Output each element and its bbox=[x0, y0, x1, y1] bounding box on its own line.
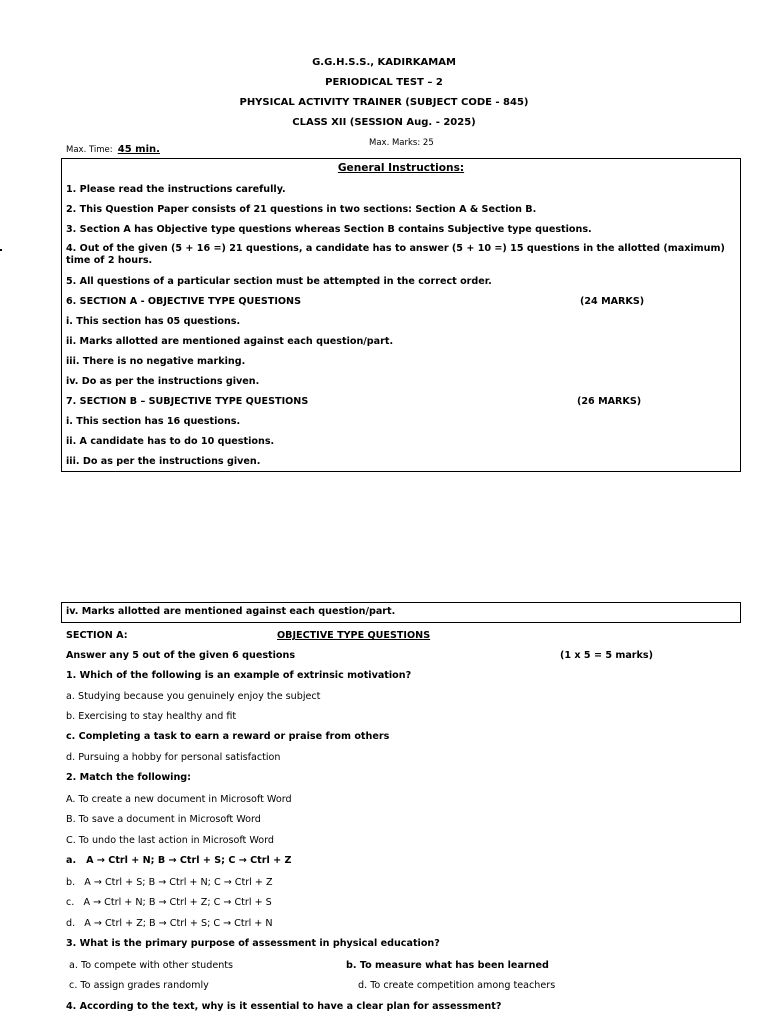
instructions-title: General Instructions: bbox=[337, 162, 465, 174]
instruction-line-2: 2. This Question Paper consists of 21 questions in two sections: Section A & Section B. bbox=[66, 204, 537, 215]
max-time-label: Max. Time: bbox=[66, 145, 113, 155]
q2-option-c: c. A → Ctrl + N; B → Ctrl + Z; C → Ctrl + S bbox=[66, 897, 272, 908]
section-a-item-2: ii. Marks allotted are mentioned against each question/part. bbox=[66, 336, 394, 347]
subject-title: PHYSICAL ACTIVITY TRAINER (SUBJECT CODE - 845) bbox=[239, 97, 529, 108]
question-3: 3. What is the primary purpose of assessment in physical education? bbox=[66, 938, 440, 949]
question-1: 1. Which of the following is an example of extrinsic motivation? bbox=[66, 670, 412, 681]
school-name: G.G.H.S.S., KADIRKAMAM bbox=[312, 57, 456, 68]
section-b-heading: 7. SECTION B – SUBJECTIVE TYPE QUESTIONS bbox=[66, 396, 309, 407]
q1-option-c: c. Completing a task to earn a reward or praise from others bbox=[66, 731, 390, 742]
section-b-item-2: ii. A candidate has to do 10 questions. bbox=[66, 436, 275, 447]
section-a-item-1: i. This section has 05 questions. bbox=[66, 316, 241, 327]
section-a-marks: (24 MARKS) bbox=[580, 296, 645, 307]
section-a-marks-note: (1 x 5 = 5 marks) bbox=[560, 650, 654, 661]
section-b-item-3: iii. Do as per the instructions given. bbox=[66, 456, 261, 467]
instruction-line-3: 3. Section A has Objective type questions whereas Section B contains Subjective type questions. bbox=[66, 224, 592, 235]
section-b-item-1: i. This section has 16 questions. bbox=[66, 416, 241, 427]
q1-option-d: d. Pursuing a hobby for personal satisfaction bbox=[66, 752, 281, 763]
section-a-label: SECTION A: bbox=[66, 630, 128, 641]
q2-item-A: A. To create a new document in Microsoft Word bbox=[66, 794, 292, 805]
q2-option-a: a. A → Ctrl + N; B → Ctrl + S; C → Ctrl + Z bbox=[66, 855, 292, 866]
class-session: CLASS XII (SESSION Aug. - 2025) bbox=[292, 117, 476, 128]
section-a-instruction: Answer any 5 out of the given 6 questions bbox=[66, 650, 296, 661]
section-a-heading: 6. SECTION A - OBJECTIVE TYPE QUESTIONS bbox=[66, 296, 301, 307]
q1-option-b: b. Exercising to stay healthy and fit bbox=[66, 711, 237, 722]
question-4: 4. According to the text, why is it essential to have a clear plan for assessment? bbox=[66, 1001, 502, 1012]
max-time-value: 45 min. bbox=[117, 144, 160, 155]
q2-option-b: b. A → Ctrl + S; B → Ctrl + N; C → Ctrl + Z bbox=[66, 877, 273, 888]
instruction-line-5: 5. All questions of a particular section must be attempted in the correct order. bbox=[66, 276, 492, 287]
max-time bbox=[66, 137, 160, 156]
q3-option-a: a. To compete with other students bbox=[66, 960, 234, 971]
margin-mark bbox=[0, 249, 2, 251]
test-name: PERIODICAL TEST – 2 bbox=[325, 77, 443, 88]
section-a-title: OBJECTIVE TYPE QUESTIONS bbox=[277, 630, 431, 641]
section-b-marks: (26 MARKS) bbox=[577, 396, 642, 407]
q3-option-d: d. To create competition among teachers bbox=[358, 980, 556, 991]
q3-option-c: c. To assign grades randomly bbox=[66, 980, 209, 991]
max-marks: Max. Marks: 25 bbox=[369, 138, 434, 148]
instruction-line-4: 4. Out of the given (5 + 16 =) 21 questions, a candidate has to answer (5 + 10 =) 15 questions in the allotted (maximum) time of 2 hours. bbox=[66, 243, 725, 266]
section-a-item-3: iii. There is no negative marking. bbox=[66, 356, 246, 367]
instruction-line-1: 1. Please read the instructions carefully. bbox=[66, 184, 286, 195]
q1-option-a: a. Studying because you genuinely enjoy the subject bbox=[66, 691, 321, 702]
q2-option-d: d. A → Ctrl + Z; B → Ctrl + S; C → Ctrl + N bbox=[66, 918, 273, 929]
section-b-item-4: iv. Marks allotted are mentioned against each question/part. bbox=[66, 606, 396, 617]
section-a-item-4: iv. Do as per the instructions given. bbox=[66, 376, 260, 387]
q2-item-C: C. To undo the last action in Microsoft Word bbox=[66, 835, 275, 846]
q3-option-b: b. To measure what has been learned bbox=[346, 960, 549, 971]
question-2: 2. Match the following: bbox=[66, 772, 192, 783]
q2-item-B: B. To save a document in Microsoft Word bbox=[66, 814, 261, 825]
